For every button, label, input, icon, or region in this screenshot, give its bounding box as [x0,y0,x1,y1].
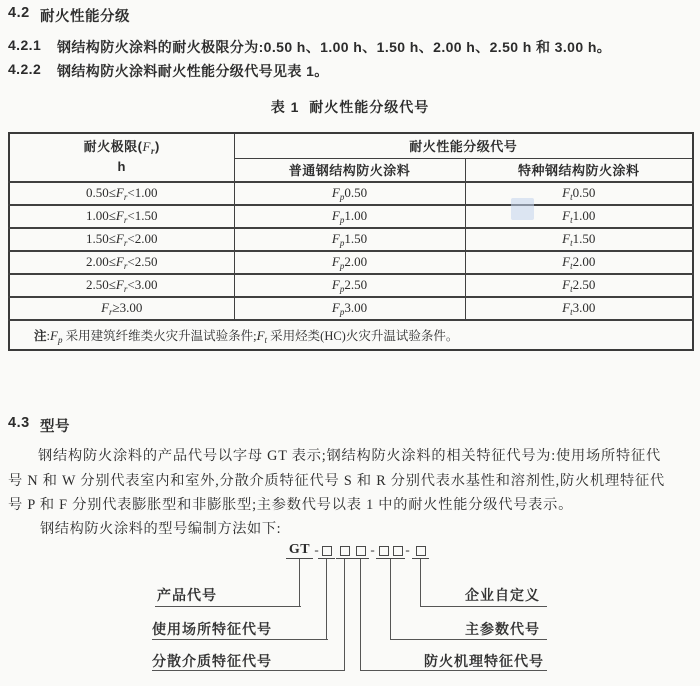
clause-number: 4.2.2 [8,61,42,77]
code-box-icon [393,546,403,556]
connector-line-param [390,639,547,640]
f-symbol: F [50,327,58,343]
paragraph-line: 号 N 和 W 分别代表室内和室外,分散介质特征代号 S 和 R 分别代表水基性和溶剂性,防火机理特征代 [8,472,665,489]
connector-line-product [299,559,300,607]
f-subscript-p: p [339,238,345,248]
paragraph-line: 号 P 和 F 分别代表膨胀型和非膨胀型;主参数代号以表 1 中的耐火性能分级代号表示。 [8,497,574,514]
f-symbol: F [101,300,110,315]
header-col-ordinary: 普通钢结构防火涂料 [234,158,465,182]
cell-fp-code [234,297,465,320]
ft-value: 3.00 [572,300,596,315]
range-post: <1.00 [127,185,158,200]
f-symbol: F [562,231,571,246]
cell-range [9,228,234,251]
header-fire-limit-label [10,138,234,158]
code-box-medium [336,543,353,559]
f-symbol: F [142,139,151,155]
section-4-3-paragraph [8,444,696,518]
code-box-icon [416,546,426,556]
note-segment-p: 采用建筑纤维类火灾升温试验条件; [62,328,257,343]
f-symbol: F [562,208,571,223]
code-box-pair [379,546,403,556]
cell-range [9,274,234,297]
f-subscript-r: r [123,192,128,202]
range-post: <2.50 [127,254,158,269]
section-number: 4.3 [8,415,30,431]
code-box-icon [379,546,389,556]
table-row [9,274,693,297]
cell-fp-code [234,228,465,251]
watermark [511,198,534,220]
f-subscript-t: t [264,334,268,345]
ft-value: 0.50 [572,185,596,200]
cell-ft-code [465,182,693,205]
range-pre: 0.50≤ [86,185,116,200]
f-subscript-r: r [123,261,128,271]
f-subscript-t: t [570,307,573,317]
code-box-custom [412,543,429,559]
header-fire-limit [9,133,234,182]
f-subscript-r: r [123,238,128,248]
ft-value: 2.00 [572,254,596,269]
table-row [9,205,693,228]
f-subscript-t: t [570,215,573,225]
f-subscript-t: t [570,192,573,202]
f-subscript-p: p [339,215,345,225]
code-prefix-gt: GT [286,543,313,559]
f-symbol: F [115,277,124,292]
table-row [9,228,693,251]
f-symbol: F [331,185,340,200]
paragraph-line: 钢结构防火涂料的产品代号以字母 GT 表示;钢结构防火涂料的相关特征代号为:使用场所特征代 [38,448,661,464]
range-pre: 1.50≤ [86,231,116,246]
section-number: 4.2 [8,5,30,21]
label-enterprise-custom: 企业自定义 [465,587,540,603]
f-symbol: F [331,208,340,223]
connector-line-product [155,606,301,607]
code-separator: - [370,541,375,557]
clause-4-2-2 [8,61,329,81]
range-post: <1.50 [127,208,158,223]
code-separator: - [314,541,319,557]
range-post: <3.00 [127,277,158,292]
cell-ft-code [465,274,693,297]
table-header-row-1 [9,133,693,158]
cell-fp-code [234,182,465,205]
connector-line-place [152,639,328,640]
clause-number: 4.2.1 [8,37,42,53]
note-segment-t: 采用烃类(HC)火灾升温试验条件。 [267,328,459,343]
section-4-3-heading [8,415,70,436]
cell-range [9,251,234,274]
code-box-icon [356,546,366,556]
f-symbol: F [331,231,340,246]
code-box-main-param [376,543,405,559]
f-symbol: F [115,231,124,246]
code-box-icon [340,546,350,556]
clause-text: 钢结构防火涂料的耐火极限分为:0.50 h、1.00 h、1.50 h、2.00 h、2.50 h 和 3.00 h。 [57,39,612,55]
f-symbol: F [331,254,340,269]
code-box-icon [322,546,332,556]
table-row [9,297,693,320]
f-symbol: F [331,277,340,292]
f-symbol: F [562,300,571,315]
ft-value: 1.50 [572,231,596,246]
cell-range [9,205,234,228]
range-pre: 2.50≤ [86,277,116,292]
code-separator: - [405,541,410,557]
cell-ft-code [465,205,693,228]
f-subscript-p: p [339,261,345,271]
cell-ft-code [465,297,693,320]
connector-line-custom [420,606,547,607]
limit-text: 耐火极限( [83,139,143,155]
label-medium-code: 分散介质特征代号 [152,653,272,669]
connector-line-mechanism [360,559,361,671]
cell-fp-code [234,274,465,297]
note-colon: : [46,328,50,343]
f-symbol: F [562,277,571,292]
model-method-intro: 钢结构防火涂料的型号编制方法如下: [40,521,282,537]
ft-value: 1.00 [572,208,596,223]
label-product-code: 产品代号 [157,587,217,603]
label-main-param-code: 主参数代号 [465,621,540,637]
fp-value: 0.50 [344,185,368,200]
f-subscript-t: t [570,238,573,248]
f-symbol: F [256,327,265,343]
clause-4-2-1 [8,37,611,57]
header-col-special: 特种钢结构防火涂料 [465,158,693,182]
f-subscript-r: r [123,215,128,225]
section-4-2-heading [8,5,130,26]
cell-fp-code [234,205,465,228]
f-symbol: F [562,185,571,200]
limit-close: ) [154,139,160,155]
f-symbol: F [115,185,124,200]
range-pre: 1.00≤ [86,208,116,223]
f-subscript-r: r [150,146,155,157]
section-title: 型号 [40,419,70,435]
cell-ft-code [465,228,693,251]
header-group-title: 耐火性能分级代号 [234,133,693,158]
fp-value: 1.00 [344,208,368,223]
f-subscript-t: t [570,284,573,294]
f-subscript-p: p [339,284,345,294]
range-post: ≥3.00 [112,300,143,315]
table-note [9,320,693,350]
cell-ft-code [465,251,693,274]
clause-text: 钢结构防火涂料耐火性能分级代号见表 1。 [57,63,329,79]
f-subscript-t: t [570,261,573,271]
cell-fp-code [234,251,465,274]
table-caption: 表 1 耐火性能分级代号 [270,99,430,115]
range-post: <2.00 [127,231,158,246]
fp-value: 2.50 [344,277,368,292]
cell-range [9,182,234,205]
fire-rating-table [8,132,694,351]
table-row [9,251,693,274]
f-subscript-p: p [339,192,345,202]
connector-line-medium [344,559,345,671]
cell-range [9,297,234,320]
table-note-row [9,320,693,350]
f-symbol: F [562,254,571,269]
label-place-code: 使用场所特征代号 [152,621,272,637]
code-box-mechanism [352,543,369,559]
label-mechanism-code: 防火机理特征代号 [424,653,544,669]
f-subscript-r: r [123,284,128,294]
f-symbol: F [331,300,340,315]
f-symbol: F [115,208,124,223]
ft-value: 2.50 [572,277,596,292]
table-row [9,182,693,205]
f-subscript-r: r [109,307,113,317]
f-subscript-p: p [339,307,345,317]
header-unit: h [117,159,126,175]
connector-line-place [326,559,327,640]
f-subscript-p: p [57,334,63,345]
f-symbol: F [115,254,124,269]
fp-value: 2.00 [344,254,368,269]
fp-value: 3.00 [344,300,368,315]
range-pre: 2.00≤ [86,254,116,269]
connector-line-custom [420,559,421,607]
note-label: 注 [34,328,47,343]
code-box-place [318,543,335,559]
connector-line-param [390,559,391,640]
section-title: 耐火性能分级 [40,9,130,25]
fp-value: 1.50 [344,231,368,246]
